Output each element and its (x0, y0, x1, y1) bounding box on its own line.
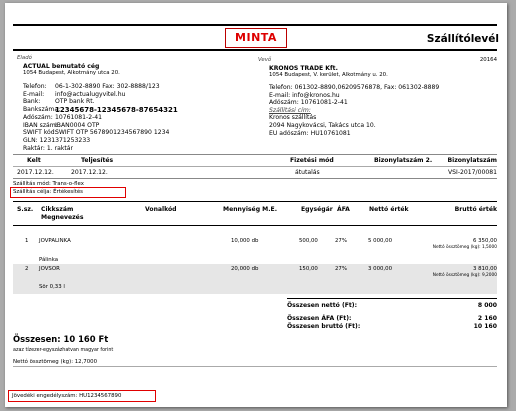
buyer-ship-label: Szállítási cím: (269, 106, 311, 114)
buyer-role-label: Vevő (258, 57, 272, 63)
buyer-tax: Adószám: 10761081-2-41 (269, 99, 348, 107)
info-payment: átutalás (295, 169, 320, 176)
row2-code: JOVSOR (39, 266, 60, 272)
seller-label-account: Bankszáma: (23, 105, 61, 113)
table-top-rule (13, 201, 497, 202)
col-item: Cikkszám (41, 206, 74, 213)
seller-label-bank: Bank: (23, 98, 41, 106)
row1-code: JOVPALINKA (39, 238, 71, 244)
col-price: Egységár (301, 206, 333, 213)
row1-price: 500,00 (299, 238, 318, 244)
row2-no: 2 (25, 266, 29, 272)
row2-price: 150,00 (299, 266, 318, 272)
info-head-fulfil: Teljesítés (81, 157, 114, 164)
seller-label-iban: IBAN szám: (23, 121, 58, 129)
seller-swift: SWIFT OTP 5678901234567890 1234 (55, 129, 170, 137)
total-vat-label: Összesen ÁFA (Ft): (287, 315, 352, 322)
col-barcode: Vonalkód (145, 206, 177, 213)
seller-email: info@actualugyvitel.hu (55, 90, 126, 98)
total-vat-value: 2 160 (477, 315, 497, 322)
row2-vat: 27% (335, 266, 347, 272)
total-in-words: azaz tízezer-egyszázhatvan magyar forint (13, 348, 114, 353)
info-fulfil: 2017.12.12. (71, 169, 108, 176)
buyer-ship-address: 2094 Nagykovácsi, Takács utca 10. (269, 121, 376, 129)
header-rule (13, 49, 497, 51)
top-rule (13, 24, 497, 26)
net-weight-total: Nettó össztömeg (kg): 12,7000 (13, 359, 98, 365)
row2-qty: 20,000 db (231, 266, 259, 272)
document-number: 20164 (479, 57, 497, 63)
info-docno: VSI-2017/00081 (448, 169, 497, 176)
footer-rule (13, 366, 497, 367)
seller-label-swift: SWIFT kód: (23, 129, 57, 137)
total-net-value: 8 000 (477, 302, 497, 309)
col-qty: Mennyiség M.E. (223, 206, 278, 213)
shipping-method: Szállítás mód: Trans-o-flex (13, 181, 84, 187)
seller-address: 1054 Budapest, Alkotmány utca 20. (23, 70, 120, 76)
sample-stamp: MINTA (225, 28, 287, 48)
seller-label-phone: Telefon: (23, 83, 47, 90)
row1-qty: 10,000 db (231, 238, 259, 244)
total-net-label: Összesen nettó (Ft): (287, 302, 358, 309)
info-head-date: Kelt (27, 157, 41, 164)
seller-fields (23, 83, 263, 152)
info-bottom-rule (13, 178, 497, 179)
col-vat: ÁFA (337, 206, 350, 213)
row2-net: 3 000,00 (368, 266, 393, 272)
seller-phone: 06-1-302-8890 Fax: 302-8888/123 (55, 83, 160, 90)
col-gross: Bruttó érték (454, 206, 497, 213)
grand-total: Összesen: 10 160 Ft (13, 334, 109, 344)
table-header-rule (13, 225, 497, 226)
buyer-phone: Telefon: 061302-8890,06209576878, Fax: 061302-8889 (269, 84, 440, 91)
buyer-ship-name: Kronos szállítás (269, 114, 317, 122)
document-title: Szállítólevél (426, 33, 499, 45)
seller-label-tax: Adószám: (23, 114, 53, 122)
col-no: S.sz. (17, 206, 34, 213)
col-name: Megnevezés (41, 214, 84, 221)
info-head-docno: Bizonylatszám (447, 157, 497, 164)
row1-vat: 27% (335, 238, 347, 244)
seller-iban: IBAN0004 OTP (55, 121, 100, 129)
total-gross-value: 10 160 (473, 323, 497, 330)
seller-name: ACTUAL bemutató cég (23, 63, 100, 70)
row1-desc: Pálinka (39, 257, 59, 263)
seller-account: 12345678-12345678-87654321 (55, 105, 178, 114)
row1-no: 1 (25, 238, 29, 244)
row2-gross: 3 810,00 (472, 266, 497, 272)
col-net: Nettó érték (369, 206, 409, 213)
total-gross-label: Összesen bruttó (Ft): (287, 323, 361, 330)
row2-weight: Nettó össztömeg (kg): 9,2000 (432, 273, 497, 278)
info-head-payment: Fizetési mód (290, 157, 334, 164)
buyer-eu-tax: EU adószám: HU10761081 (269, 129, 351, 137)
seller-tax: 10761081-2-41 (55, 114, 103, 122)
buyer-fields (269, 84, 439, 137)
row1-gross: 6 350,00 (472, 238, 497, 244)
seller-bank: OTP bank Rt. (55, 98, 95, 106)
info-date: 2017.12.12. (17, 169, 54, 176)
buyer-email: E-mail: info@kronos.hu (269, 91, 340, 99)
row1-net: 5 000,00 (368, 238, 393, 244)
info-top-rule (13, 154, 497, 155)
buyer-address: 1054 Budapest, V. kerület, Alkotmány u. 20. (269, 72, 388, 78)
seller-gln: GLN: 1231371253233 (23, 136, 91, 144)
shipping-purpose: Szállítás célja: Értékesítés (13, 189, 83, 195)
seller-label-email: E-mail: (23, 90, 45, 98)
row2-desc: Sör 0,33 l (39, 284, 65, 290)
seller-role-label: Eladó (17, 55, 32, 61)
seller-warehouse: Raktár: 1. raktár (23, 144, 74, 152)
buyer-name: KRONOS TRADE Kft. (269, 65, 338, 72)
row1-weight: Nettó össztömeg (kg): 1,5000 (432, 245, 497, 250)
info-head-docno2: Bizonylatszám 2. (374, 157, 433, 164)
delivery-note-sheet (5, 3, 507, 407)
excise-license: Jövedéki engedélyszám: HU1234567890 (12, 393, 122, 399)
info-mid-rule (13, 166, 497, 167)
totals-rule (287, 298, 497, 299)
